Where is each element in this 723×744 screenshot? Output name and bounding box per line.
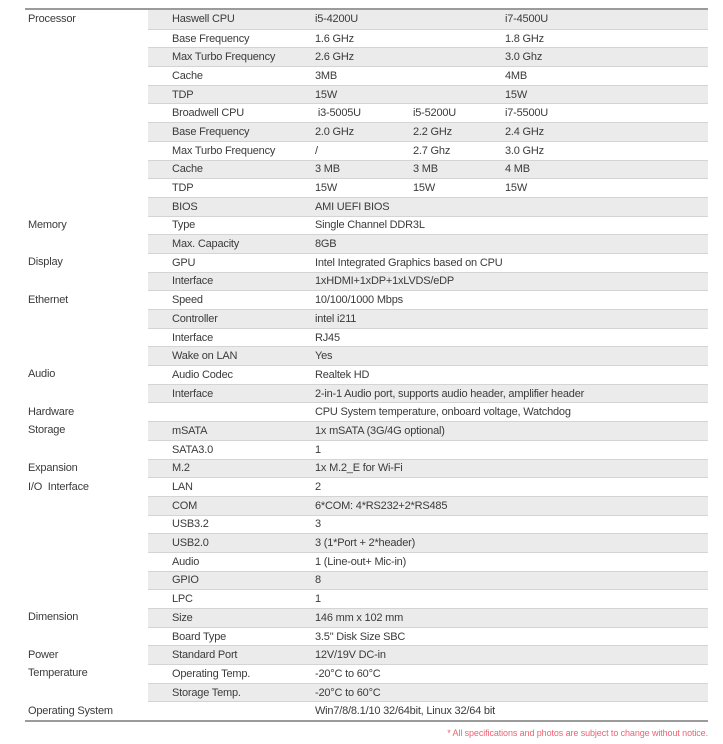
value-cell-1: AMI UEFI BIOS xyxy=(315,200,390,213)
attribute-label: Base Frequency xyxy=(172,125,250,138)
spec-row xyxy=(25,178,708,197)
spec-row xyxy=(25,683,708,702)
attribute-label: Controller xyxy=(172,312,218,325)
spec-row-content xyxy=(148,571,708,590)
spec-row-content xyxy=(148,290,708,309)
spec-row-content xyxy=(148,477,708,496)
category-label: I/O Interface xyxy=(28,480,89,493)
spec-row xyxy=(25,66,708,85)
attribute-label: Operating Temp. xyxy=(172,667,251,680)
value-cell-3: i7-4500U xyxy=(505,13,549,26)
spec-row-content xyxy=(148,103,708,122)
attribute-label: Size xyxy=(172,611,193,624)
value-cell-1: 8GB xyxy=(315,238,337,251)
value-cell-1: 2.0 GHz xyxy=(315,125,354,138)
spec-row-content xyxy=(148,309,708,328)
spec-row xyxy=(25,402,708,421)
value-cell-1: 3.5" Disk Size SBC xyxy=(315,630,406,643)
spec-row-content xyxy=(148,459,708,478)
spec-row-content xyxy=(148,234,708,253)
value-cell-1: 146 mm x 102 mm xyxy=(315,611,404,624)
spec-row xyxy=(25,272,708,291)
spec-row xyxy=(25,627,708,646)
value-cell-3: 1.8 GHz xyxy=(505,32,544,45)
value-cell-1: 3 (1*Port + 2*header) xyxy=(315,537,416,550)
category-label xyxy=(25,384,148,403)
spec-row xyxy=(25,515,708,534)
category-label: Power xyxy=(28,648,59,661)
spec-row-content xyxy=(148,160,708,179)
attribute-label: Max Turbo Frequency xyxy=(172,51,276,64)
category-label: Dimension xyxy=(28,611,79,624)
spec-row-content xyxy=(148,328,708,347)
value-cell-2: i5-5200U xyxy=(413,107,457,120)
value-cell-3: 2.4 GHz xyxy=(505,125,544,138)
spec-row-content xyxy=(148,701,708,720)
spec-row-content xyxy=(148,627,708,646)
attribute-label: USB3.2 xyxy=(172,518,209,531)
attribute-label: GPU xyxy=(172,256,196,269)
category-label xyxy=(25,627,148,646)
value-cell-1: 1 (Line-out+ Mic-in) xyxy=(315,555,407,568)
category-label xyxy=(25,122,148,141)
category-label xyxy=(25,66,148,85)
spec-row xyxy=(25,533,708,552)
value-cell-1: CPU System temperature, onboard voltage, Watchdog xyxy=(315,406,571,419)
value-cell-1: 10/100/1000 Mbps xyxy=(315,294,403,307)
attribute-label: Interface xyxy=(172,331,214,344)
spec-row xyxy=(25,365,708,384)
attribute-label: LPC xyxy=(172,593,193,606)
value-cell-1: -20°C to 60°C xyxy=(315,686,381,699)
category-label xyxy=(25,197,148,216)
category-label xyxy=(25,440,148,459)
spec-row xyxy=(25,701,708,720)
category-label: Operating System xyxy=(28,704,113,717)
value-cell-2: 2.7 Ghz xyxy=(413,144,451,157)
spec-row xyxy=(25,216,708,235)
value-cell-1: 3MB xyxy=(315,69,338,82)
attribute-label: Type xyxy=(172,219,196,232)
value-cell-1: Yes xyxy=(315,350,333,363)
value-cell-1: 1xHDMI+1xDP+1xLVDS/eDP xyxy=(315,275,455,288)
value-cell-1: Intel Integrated Graphics based on CPU xyxy=(315,256,503,269)
attribute-label: TDP xyxy=(172,182,194,195)
category-label xyxy=(25,178,148,197)
category-label: Processor xyxy=(28,13,76,26)
value-cell-3: 3.0 GHz xyxy=(505,144,544,157)
spec-row-content xyxy=(148,10,708,29)
spec-row-content xyxy=(148,178,708,197)
value-cell-2: 3 MB xyxy=(413,163,438,176)
spec-row-content xyxy=(148,85,708,104)
value-cell-3: 15W xyxy=(505,182,528,195)
category-label xyxy=(25,309,148,328)
attribute-label: M.2 xyxy=(172,462,190,475)
spec-row xyxy=(25,290,708,309)
spec-row-content xyxy=(148,496,708,515)
value-cell-1: 12V/19V DC-in xyxy=(315,649,386,662)
attribute-label: Haswell CPU xyxy=(172,13,235,26)
value-cell-1: 3 xyxy=(315,518,321,531)
attribute-label: Max Turbo Frequency xyxy=(172,144,276,157)
value-cell-1: RJ45 xyxy=(315,331,340,344)
value-cell-1: 8 xyxy=(315,574,321,587)
spec-row xyxy=(25,608,708,627)
category-label xyxy=(25,571,148,590)
spec-row-content xyxy=(148,29,708,48)
attribute-label: mSATA xyxy=(172,424,208,437)
category-label: Expansion xyxy=(28,461,78,474)
value-cell-1: i3-5005U xyxy=(315,107,361,120)
value-cell-1: 1 xyxy=(315,443,321,456)
attribute-label: Cache xyxy=(172,163,203,176)
category-label xyxy=(25,328,148,347)
category-label xyxy=(25,272,148,291)
attribute-label: SATA3.0 xyxy=(172,443,213,456)
spec-row xyxy=(25,571,708,590)
category-label xyxy=(25,103,148,122)
spec-row-content xyxy=(148,272,708,291)
spec-row-content xyxy=(148,253,708,272)
category-label xyxy=(25,47,148,66)
spec-row xyxy=(25,160,708,179)
spec-row-content xyxy=(148,346,708,365)
spec-row xyxy=(25,645,708,664)
attribute-label: Standard Port xyxy=(172,649,238,662)
value-cell-1: i5-4200U xyxy=(315,13,359,26)
attribute-label: Broadwell CPU xyxy=(172,107,244,120)
value-cell-1: -20°C to 60°C xyxy=(315,667,381,680)
spec-row-content xyxy=(148,515,708,534)
attribute-label: GPIO xyxy=(172,574,199,587)
category-label xyxy=(25,29,148,48)
attribute-label: USB2.0 xyxy=(172,537,209,550)
value-cell-1: Single Channel DDR3L xyxy=(315,219,425,232)
attribute-label: Audio xyxy=(172,555,200,568)
attribute-label: Base Frequency xyxy=(172,32,250,45)
category-label xyxy=(25,533,148,552)
attribute-label: Interface xyxy=(172,275,214,288)
footer-disclaimer: * All specifications and photos are subject to change without notice. xyxy=(447,728,708,738)
spec-row xyxy=(25,328,708,347)
category-label xyxy=(25,683,148,702)
spec-row-content xyxy=(148,197,708,216)
value-cell-2: 2.2 GHz xyxy=(413,125,452,138)
attribute-label: TDP xyxy=(172,88,194,101)
value-cell-1: 2.6 GHz xyxy=(315,51,354,64)
category-label xyxy=(25,141,148,160)
category-label: Hardware xyxy=(28,405,75,418)
category-label xyxy=(25,85,148,104)
spec-row xyxy=(25,664,708,683)
value-cell-1: 1x M.2_E for Wi-Fi xyxy=(315,462,403,475)
category-label: Ethernet xyxy=(28,293,68,306)
attribute-label: Interface xyxy=(172,387,214,400)
category-label xyxy=(25,160,148,179)
spec-row xyxy=(25,197,708,216)
spec-row xyxy=(25,85,708,104)
spec-row-content xyxy=(148,552,708,571)
value-cell-1: 15W xyxy=(315,88,338,101)
spec-row xyxy=(25,103,708,122)
value-cell-1: 1.6 GHz xyxy=(315,32,354,45)
attribute-label: Cache xyxy=(172,69,203,82)
spec-row-content xyxy=(148,664,708,683)
value-cell-2: 15W xyxy=(413,182,436,195)
attribute-label: Max. Capacity xyxy=(172,238,240,251)
category-label xyxy=(25,346,148,365)
spec-row xyxy=(25,496,708,515)
spec-row xyxy=(25,122,708,141)
spec-row-content xyxy=(148,589,708,608)
spec-table xyxy=(25,8,708,722)
category-label: Memory xyxy=(28,218,67,231)
spec-row xyxy=(25,552,708,571)
spec-row-content xyxy=(148,122,708,141)
value-cell-1: 2-in-1 Audio port, supports audio header, amplifier header xyxy=(315,387,585,400)
attribute-label: Wake on LAN xyxy=(172,350,238,363)
category-label: Storage xyxy=(28,424,66,437)
spec-row-content xyxy=(148,216,708,235)
spec-row xyxy=(25,421,708,440)
value-cell-3: 4MB xyxy=(505,69,528,82)
spec-row xyxy=(25,477,708,496)
value-cell-1: 15W xyxy=(315,182,338,195)
value-cell-3: 15W xyxy=(505,88,528,101)
spec-row xyxy=(25,589,708,608)
category-label xyxy=(25,515,148,534)
spec-row-content xyxy=(148,421,708,440)
spec-row xyxy=(25,47,708,66)
value-cell-1: intel i211 xyxy=(315,312,357,325)
category-label xyxy=(25,234,148,253)
spec-row xyxy=(25,309,708,328)
spec-row xyxy=(25,10,708,29)
attribute-label: LAN xyxy=(172,481,193,494)
spec-row-content xyxy=(148,440,708,459)
spec-row-content xyxy=(148,402,708,421)
value-cell-3: i7-5500U xyxy=(505,107,549,120)
category-label xyxy=(25,496,148,515)
attribute-label: Speed xyxy=(172,294,203,307)
spec-row xyxy=(25,459,708,478)
spec-row xyxy=(25,346,708,365)
category-label xyxy=(25,552,148,571)
spec-row xyxy=(25,384,708,403)
spec-row-content xyxy=(148,47,708,66)
spec-row-content xyxy=(148,608,708,627)
value-cell-1: Win7/8/8.1/10 32/64bit, Linux 32/64 bit xyxy=(315,705,495,718)
spec-row-content xyxy=(148,533,708,552)
spec-row-content xyxy=(148,683,708,702)
spec-row-content xyxy=(148,66,708,85)
value-cell-1: 1 xyxy=(315,593,321,606)
value-cell-3: 3.0 Ghz xyxy=(505,51,543,64)
spec-row xyxy=(25,253,708,272)
value-cell-1: 6*COM: 4*RS232+2*RS485 xyxy=(315,499,448,512)
attribute-label: Audio Codec xyxy=(172,368,233,381)
category-label: Display xyxy=(28,256,63,269)
value-cell-1: 2 xyxy=(315,481,321,494)
spec-row-content xyxy=(148,645,708,664)
spec-row-content xyxy=(148,365,708,384)
attribute-label: Board Type xyxy=(172,630,227,643)
value-cell-1: 1x mSATA (3G/4G optional) xyxy=(315,424,445,437)
spec-row xyxy=(25,234,708,253)
attribute-label: BIOS xyxy=(172,200,198,213)
value-cell-1: / xyxy=(315,144,318,157)
attribute-label: COM xyxy=(172,499,198,512)
spec-row xyxy=(25,29,708,48)
category-label: Audio xyxy=(28,368,56,381)
category-label xyxy=(25,589,148,608)
attribute-label: Storage Temp. xyxy=(172,686,241,699)
spec-row-content xyxy=(148,384,708,403)
value-cell-3: 4 MB xyxy=(505,163,530,176)
spec-row-content xyxy=(148,141,708,160)
category-label: Temperature xyxy=(28,667,88,680)
value-cell-1: 3 MB xyxy=(315,163,340,176)
value-cell-1: Realtek HD xyxy=(315,368,370,381)
spec-row xyxy=(25,440,708,459)
spec-row xyxy=(25,141,708,160)
